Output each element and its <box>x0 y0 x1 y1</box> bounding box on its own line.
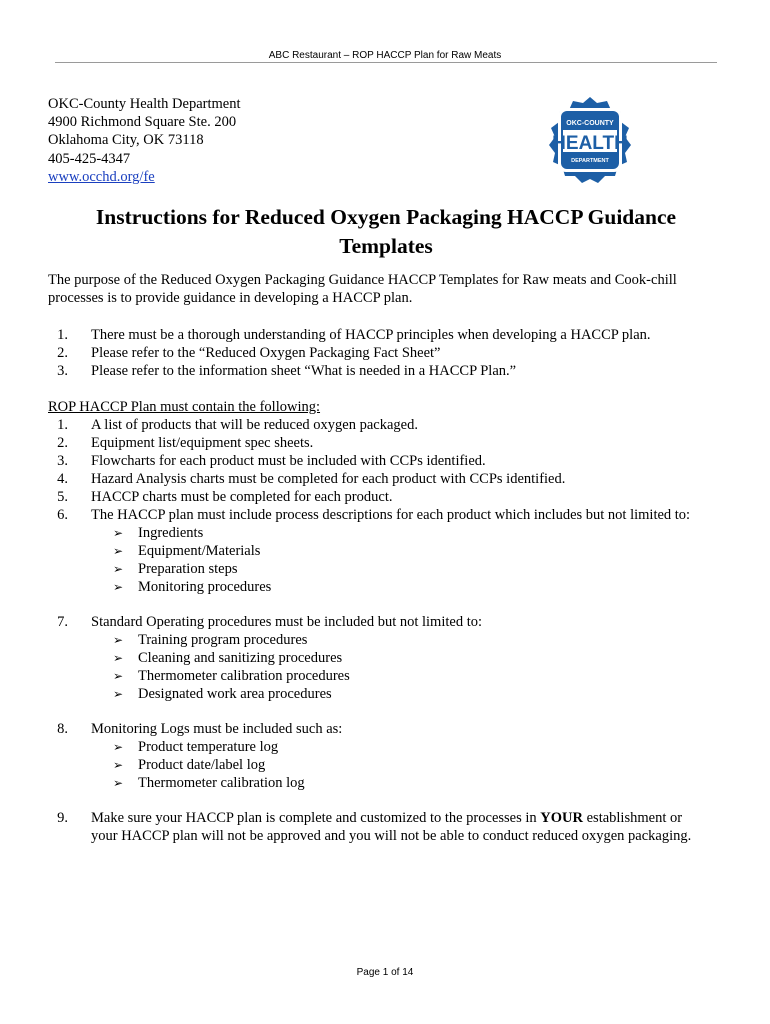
list-number: 4. <box>57 471 68 487</box>
list-number: 5. <box>57 489 68 505</box>
arrow-bullet-icon: ➢ <box>113 776 124 790</box>
list-text: Monitoring Logs must be included such as: <box>91 721 343 737</box>
agency-website-link[interactable]: www.occhd.org/fe <box>48 168 155 185</box>
bullet-text: Equipment/Materials <box>138 543 261 559</box>
list-text: Please refer to the “Reduced Oxygen Packaging Fact Sheet” <box>91 345 441 361</box>
list-number: 3. <box>57 453 68 469</box>
arrow-bullet-icon: ➢ <box>113 633 124 647</box>
agency-street: 4900 Richmond Square Ste. 200 <box>48 114 237 131</box>
bullet-text: Product temperature log <box>138 739 279 755</box>
list-number: 8. <box>57 721 68 737</box>
list-text: Please refer to the information sheet “What is needed in a HACCP Plan.” <box>91 363 517 379</box>
bullet-text: Thermometer calibration log <box>138 775 305 791</box>
emphasis-your: YOUR <box>540 810 583 826</box>
agency-name: OKC-County Health Department <box>48 96 241 112</box>
agency-phone: 405-425-4347 <box>48 150 131 167</box>
list-text: Equipment list/equipment spec sheets. <box>91 435 314 451</box>
arrow-bullet-icon: ➢ <box>113 562 124 576</box>
list-text: Hazard Analysis charts must be completed for each product with CCPs identified. <box>91 471 566 487</box>
list-number: 6. <box>57 507 68 523</box>
list-text: Flowcharts for each product must be included with CCPs identified. <box>91 453 486 469</box>
document-title: Instructions for Reduced Oxygen Packaging HACCP Guidance Templates <box>95 205 677 258</box>
list-number: 3. <box>57 363 68 379</box>
arrow-bullet-icon: ➢ <box>113 758 124 772</box>
bullet-text: Preparation steps <box>138 561 238 577</box>
list-number: 1. <box>57 327 68 343</box>
arrow-bullet-icon: ➢ <box>113 580 124 594</box>
logo-top-text: OKC-COUNTY <box>566 120 614 127</box>
arrow-bullet-icon: ➢ <box>113 740 124 754</box>
health-department-logo <box>545 95 635 185</box>
header-rule <box>55 62 717 63</box>
logo-main-text: HEALTH <box>552 133 628 154</box>
list-text: Standard Operating procedures must be included but not limited to: <box>91 614 483 630</box>
bullet-text: Monitoring procedures <box>138 579 272 595</box>
list-text-part: establishment or <box>582 810 683 826</box>
bullet-text: Ingredients <box>138 525 204 541</box>
arrow-bullet-icon: ➢ <box>113 544 124 558</box>
list-text: There must be a thorough understanding of HACCP principles when developing a HACCP plan. <box>91 327 651 343</box>
list-number: 2. <box>57 435 68 451</box>
list-number: 2. <box>57 345 68 361</box>
bullet-text: Training program procedures <box>138 632 308 648</box>
list-item-continuation: your HACCP plan will not be approved and you will not be able to conduct reduced oxygen packaging. <box>91 828 692 844</box>
bullet-text: Thermometer calibration procedures <box>138 668 350 684</box>
arrow-bullet-icon: ➢ <box>113 687 124 701</box>
list-number: 7. <box>57 614 68 630</box>
list-number: 9. <box>57 810 68 826</box>
list-text: The HACCP plan must include process descriptions for each product which includes but not limited to: <box>91 507 691 523</box>
running-header: ABC Restaurant – ROP HACCP Plan for Raw Meats <box>268 50 502 61</box>
list-text: HACCP charts must be completed for each product. <box>91 489 393 505</box>
list-number: 1. <box>57 417 68 433</box>
page-number: Page 1 of 14 <box>356 967 414 978</box>
intro-paragraph: The purpose of the Reduced Oxygen Packaging Guidance HACCP Templates for Raw meats and Cook-chill processes is to provide guidance in developing a HACCP plan. <box>48 272 677 306</box>
rop-heading: ROP HACCP Plan must contain the following: <box>48 399 321 415</box>
arrow-bullet-icon: ➢ <box>113 651 124 665</box>
bullet-text: Product date/label log <box>138 757 266 773</box>
agency-address-block <box>48 95 241 186</box>
arrow-bullet-icon: ➢ <box>113 526 124 540</box>
bullet-text: Cleaning and sanitizing procedures <box>138 650 343 666</box>
bullet-text: Designated work area procedures <box>138 686 332 702</box>
logo-bottom-text: DEPARTMENT <box>571 158 609 164</box>
list-text <box>91 809 682 827</box>
list-text-part: Make sure your HACCP plan is complete and customized to the processes in <box>91 810 541 826</box>
list-text: A list of products that will be reduced oxygen packaged. <box>91 417 418 433</box>
agency-city: Oklahoma City, OK 73118 <box>48 132 204 149</box>
arrow-bullet-icon: ➢ <box>113 669 124 683</box>
